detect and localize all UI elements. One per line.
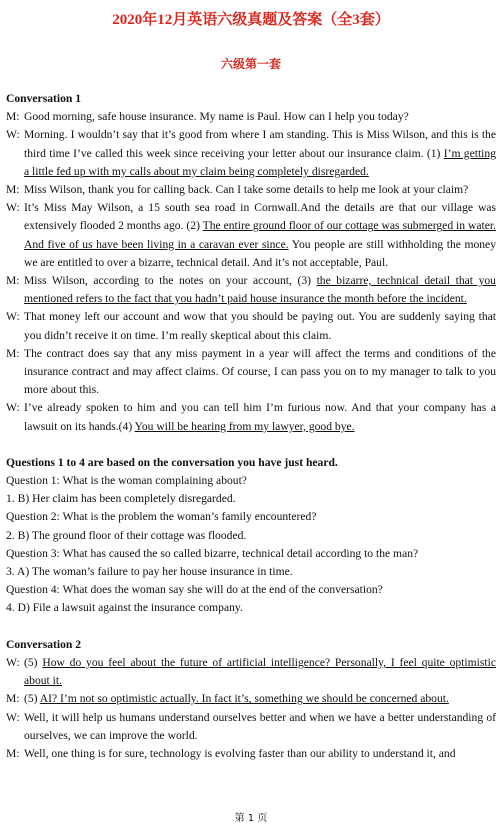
question-text: Question 1: What is the woman complaining about? xyxy=(6,474,247,488)
conversation-1-transcript xyxy=(6,108,496,436)
speaker-label: M: xyxy=(6,692,20,706)
speaker-label: W: xyxy=(6,655,20,669)
dialogue-text xyxy=(24,709,496,745)
dialogue-text xyxy=(24,181,496,199)
question-text: Question 2: What is the problem the woman’s family encountered? xyxy=(6,510,317,524)
dialogue-segment: It’s Miss May Wilson, a 15 south sea road in Cornwall.And the details are that our village was extensively flooded 2 months ago. (2) xyxy=(24,201,496,233)
dialogue-text xyxy=(24,108,496,126)
page-number: 第 1 页 xyxy=(234,813,268,824)
dialogue-turn xyxy=(6,709,496,745)
dialogue-turn xyxy=(6,690,496,708)
underlined-answer-text: the bizarre, technical detail that you mentioned refers to the fact that you hadn’t paid house insurance the month before the incident. xyxy=(24,274,496,306)
dialogue-text xyxy=(24,126,496,181)
dialogue-turn xyxy=(6,654,496,690)
conversation-2-transcript xyxy=(6,654,496,763)
dialogue-segment: Miss Wilson, according to the notes on your account, (3) xyxy=(24,274,317,288)
dialogue-segment: That money left our account and wow that you should be paying out. You are suddenly saying that you didn’t receive it on time. I’m really skeptical about this claim. xyxy=(24,310,496,342)
speaker-label: M: xyxy=(6,346,20,360)
dialogue-text xyxy=(24,345,496,400)
answer-text: 4. D) File a lawsuit against the insurance company. xyxy=(6,601,243,615)
section-subtitle: 六级第一套 xyxy=(220,57,281,71)
dialogue-segment: (5) xyxy=(24,692,40,706)
questions-heading: Questions 1 to 4 are based on the conversation you have just heard. xyxy=(6,455,338,469)
speaker-label: M: xyxy=(6,110,20,124)
spacer xyxy=(6,436,496,454)
speaker-label: W: xyxy=(6,201,20,215)
speaker-label: W: xyxy=(6,710,20,724)
underlined-answer-text: How do you feel about the future of artificial intelligence? Personally, I feel quite optimistic about it. xyxy=(24,655,496,688)
dialogue-text xyxy=(24,654,496,690)
answer-text: 3. A) The woman’s failure to pay her house insurance in time. xyxy=(6,565,293,579)
dialogue-segment: Miss Wilson, thank you for calling back. Can I take some details to help me look at your claim? xyxy=(24,183,469,197)
conversation-2-heading: Conversation 2 xyxy=(6,637,82,651)
dialogue-segment: You people are still withholding the money we are entitled to over a bizarre, technical detail. And it’s not acceptable, Paul. xyxy=(24,237,497,269)
dialogue-turn xyxy=(6,745,496,763)
speaker-label: W: xyxy=(6,401,20,415)
document-content xyxy=(6,90,496,763)
speaker-label: W: xyxy=(6,310,20,324)
spacer xyxy=(6,618,496,636)
dialogue-turn xyxy=(6,399,496,435)
dialogue-turn xyxy=(6,181,496,199)
underlined-answer-text: You will be hearing from my lawyer, good bye. xyxy=(134,419,355,433)
question-text: Question 3: What has caused the so called bizarre, technical detail according to the man? xyxy=(6,546,419,560)
question-list xyxy=(6,472,496,618)
dialogue-turn xyxy=(6,345,496,400)
underlined-answer-text: AI? I’m not so optimistic actually. In fact it’s, something we should be concerned about. xyxy=(39,692,449,706)
speaker-label: W: xyxy=(6,128,20,142)
dialogue-turn xyxy=(6,108,496,126)
answer-text: 1. B) Her claim has been completely disregarded. xyxy=(6,492,236,506)
answer-text: 2. B) The ground floor of their cottage was flooded. xyxy=(6,528,247,542)
conversation-1-heading: Conversation 1 xyxy=(6,92,82,105)
dialogue-text xyxy=(24,199,496,272)
dialogue-text xyxy=(24,272,496,308)
dialogue-segment: The contract does say that any miss payment in a year will affect the terms and conditions of the insurance contract and may affect claims. Of course, I can pass you on to my manager to talk to you more about this. xyxy=(24,346,496,397)
speaker-label: M: xyxy=(6,183,20,197)
dialogue-text xyxy=(24,690,496,708)
document-title: 2020年12月英语六级真题及答案（全3套） xyxy=(112,12,390,28)
underlined-answer-text: I’m getting a little fed up with my calls about my claim being completely disregarded. xyxy=(24,146,496,178)
dialogue-segment: (5) xyxy=(24,655,43,669)
dialogue-text xyxy=(24,745,496,763)
dialogue-segment: I’ve already spoken to him and you can tell him I’m furious now. And that your company has a lawsuit on its hands.(4) xyxy=(24,401,496,433)
underlined-answer-text: The entire ground floor of our cottage was submerged in water. And five of us have been living in a caravan ever since. xyxy=(24,219,496,251)
dialogue-text xyxy=(24,399,496,435)
dialogue-text xyxy=(24,308,496,344)
dialogue-turn xyxy=(6,308,496,344)
dialogue-segment: Morning. I wouldn’t say that it’s good from where I am standing. This is Miss Wilson, and this is the third time I’ve called this week since receiving your letter about our insurance claim. (1) xyxy=(24,128,496,160)
dialogue-segment: Good morning, safe house insurance. My name is Paul. How can I help you today? xyxy=(24,110,409,124)
dialogue-segment: Well, it will help us humans understand ourselves better and when we have a better understanding of ourselves, we can improve the world. xyxy=(24,710,496,742)
dialogue-turn xyxy=(6,199,496,272)
dialogue-segment: Well, one thing is for sure, technology is evolving faster than our ability to understand it, and xyxy=(24,746,456,760)
question-text: Question 4: What does the woman say she will do at the end of the conversation? xyxy=(6,583,383,597)
dialogue-turn xyxy=(6,272,496,308)
speaker-label: M: xyxy=(6,274,20,288)
dialogue-turn xyxy=(6,126,496,181)
speaker-label: M: xyxy=(6,746,20,760)
